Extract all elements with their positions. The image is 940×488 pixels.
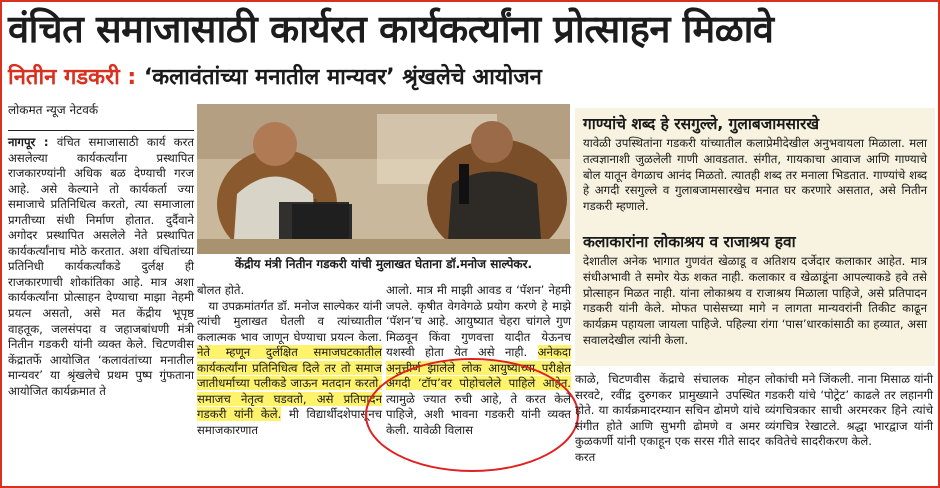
column-2-p2 [197, 299, 382, 439]
subhead [8, 64, 542, 92]
column-2-p1: बोलत होते. [197, 283, 245, 297]
interview-photo [197, 104, 570, 254]
highlighted-quote-2: अनेकदा अनुत्तीर्ण झालेले लोक आयुष्याच्या परीक्षेत अगदी ‘टॉप’वर पोहोचलेले पाहिले आहेत. [386, 345, 572, 391]
column-1 [8, 130, 194, 399]
column-3-tail: त्यामुळे ज्यात रुची आहे, ते करत केले पाहिजे, अशी भावना गडकरी यांनी व्यक्त केली. यावेळी विलास [386, 391, 571, 437]
column-1-text [8, 135, 194, 399]
highlighted-quote-1: नेते म्हणून दुर्लक्षित समाजघटकातील कार्यकर्त्यांना प्रतिनिधित्व दिले तर तो समाज जातीधर्माच्या पलीकडे जाऊन मतदान करतो. समाजच नेतृत्व घडवतो, असे प्रतिपादन गडकरी यांनी केले. [197, 345, 382, 422]
photo-caption: केंद्रीय मंत्री नितीन गडकरी यांची मुलाखत घेताना डॉ.मनोज साल्पेकर. [234, 257, 533, 271]
byline: लोकमत न्यूज नेटवर्क [8, 103, 99, 117]
column-3-body: आलो. मात्र मी माझी आवड व ‘पॅशन’ नेहमी जपले. कृषीत वेगवेगळे प्रयोग करणे हे माझे ‘पॅशन’च आहे. आयुष्यात चेहरा चांगले गुण मिळवून किंवा गुणवत्ता यादीत येऊनच यशस्वी होता येत असे नाही. [386, 283, 571, 360]
subhead-name: नितीन गडकरी : [8, 65, 137, 90]
column-5: लोकांची मने जिंकली. नाना मिसाळ यांनी गडकरी यांचे ‘पोट्रेट’ काढले तर लहानगी व्यंगचित्रकार साची अरमरकर हिने त्यांचे व्यंगचित्र रेखाटले. श्रद्धा भारद्वाज यांनी कवितेचे सादरीकरण केले. [765, 372, 933, 449]
headline: वंचित समाजासाठी कार्यरत कार्यकर्त्यांना प्रोत्साहन मिळावे [8, 7, 774, 51]
dateline: नागपूर : [8, 135, 49, 149]
subhead-text: ‘कलावंतांच्या मनातील मान्यवर’ श्रृंखलेचे आयोजन [143, 65, 542, 90]
column-3-text [386, 283, 571, 438]
column-2-p2-text: या उपक्रमांतर्गत डॉ. मनोज साल्पेकर यांनी त्यांची मुलाखत घेतली व त्यांच्यातील कलात्मक भाव जाणून घेण्याचा प्रयत्न केला. [197, 298, 383, 344]
column-3 [386, 283, 571, 438]
sidebar-heading-1: गाण्यांचे शब्द हे रसगुल्ले, गुलाबजामसारखे [583, 115, 820, 133]
column-2-p2-tail: मी विद्यार्थीदशेपासूनच समाजकारणात [197, 407, 382, 437]
sidebar-text-1: यावेळी उपस्थितांना गडकरी यांच्यातील कलाप्रेमीदेखील अनुभवायला मिळाला. मला तत्वज्ञानाशी जुळलेली गाणी आवडतात. संगीत, गायकाचा आवाज आणि गाण्याचे बोल यातून वेगळाच आनंद मिळतो. त्यातही शब्द तर मनाला भिडतात. गाण्यांचे शब्द हे अगदी रसगुल्ले व गुलाबजामसारखेच मनात घर करणारे असतात, असे नितीन गडकरी म्हणाले. [583, 136, 927, 214]
column-4: काळे, चिटणवीस केंद्राचे संचालक मोहन सरवटे, रवींद्र दुरुगकर प्रामुख्याने उपस्थित होते. या कार्यक्रमादरम्यान सचिन ढोमणे यांचे संगीत होते आणि सुभगी ढोमणे व अमर कुळकर्णी यांनी एकाहून एक सरस गीते सादर करत [575, 372, 760, 464]
column-1-body: वंचित समाजासाठी कार्य करत असलेल्या कार्यकर्त्यांना प्रस्थापित राजकारण्यांनी अधिक बळ देण्याची गरज आहे. असे केल्याने तो कार्यकर्ता ज्या समाजाचे प्रतिनिधित्व करतो, त्या समाजाला प्रगतीच्या संधी निर्माण होतात. दुर्दैवाने अगोदर प्रस्थापित असलेले नेते प्रस्थापित कार्यकर्त्यांनाच मोठे करतात. अशा वंचितांच्या प्रतिनिधी कार्यकर्त्यांकडे दुर्लक्ष ही राजकारणाची शोकांतिका आहे. मात्र अशा कार्यकर्त्यांना प्रोत्साहन देण्याचा माझा नेहमी प्रयत्न असतो, असे मत केंद्रीय भूपृष्ठ वाहतूक, जलसंपदा व जहाजबांधणी मंत्री नितीन गडकरी यांनी व्यक्त केले. चिटणवीस केंद्रातर्फे आयोजित ‘कलावंतांच्या मनातील मान्यवर’ या श्रृंखलेचे प्रथम पुष्प गुंफताना आयोजित कार्यक्रमात ते [8, 135, 195, 398]
interview-photo-art [197, 104, 570, 254]
byline-rule [8, 130, 194, 131]
sidebar-text-2: देशातील अनेक भागात गुणवंत खेळाडू व अतिशय दर्जेदार कलाकार आहेत. मात्र संधीअभावी ते समोर येऊ शकत नाही. कलाकार व खेळाडूंना आपल्याकडे हवे तसे प्रोत्साहन मिळत नाही. यांना लोकाश्रय व राजाश्रय मिळाला पाहिजे, असे प्रतिपादन गडकरी यांनी केले. मोफत पासेसच्या मागे न लागता मान्यवरांनी तिकीट काढून कार्यक्रम पहायला जायला पाहिजे. पहिल्या रांगा ‘पास’धारकांसाठी का हव्यात, असा सवालदेखील त्यांनी केला. [583, 254, 927, 347]
sidebar-box [575, 108, 935, 366]
column-2 [197, 283, 382, 438]
sidebar-heading-2: कलाकारांना लोकाश्रय व राजाश्रय हवा [583, 233, 796, 251]
